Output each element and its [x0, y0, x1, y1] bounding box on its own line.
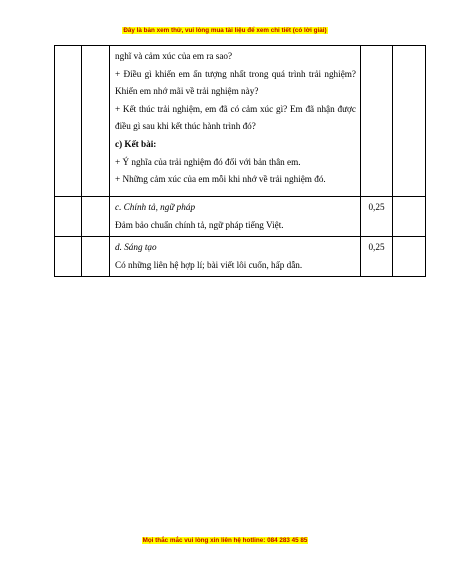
table-row — [55, 197, 426, 237]
criterion-text: Có những liên hệ hợp lí; bài viết lôi cuốn, hấp dẫn. — [115, 259, 303, 270]
score-value: 0,25 — [368, 242, 385, 253]
grading-table — [54, 45, 426, 277]
empty-cell — [55, 237, 82, 277]
body-line: + Ý nghĩa của trải nghiệm đó đối với bản thân em. — [115, 156, 301, 167]
preview-banner — [0, 27, 450, 34]
hotline-banner — [0, 537, 450, 544]
section-heading: c) Kết bài: — [115, 138, 157, 149]
empty-cell — [82, 46, 110, 197]
score-cell — [361, 197, 393, 237]
empty-cell — [393, 237, 426, 277]
empty-cell — [393, 197, 426, 237]
criterion-title: c. Chính tả, ngữ pháp — [115, 202, 196, 212]
criterion-text: Đảm bảo chuẩn chính tả, ngữ pháp tiếng Việt. — [115, 219, 284, 230]
empty-cell — [55, 46, 82, 197]
body-line: nghĩ và cảm xúc của em ra sao? — [115, 51, 233, 61]
preview-banner-text: Đây là bản xem thử, vui lòng mua tài liệu để xem chi tiết (có lời giải) — [123, 27, 327, 34]
table-row — [55, 46, 426, 197]
content-cell — [110, 46, 361, 197]
empty-cell — [55, 197, 82, 237]
score-value: 0,25 — [368, 202, 385, 212]
table-row — [55, 237, 426, 277]
empty-cell — [393, 46, 426, 197]
body-line: + Những cảm xúc của em mỗi khi nhớ về trải nghiệm đó. — [115, 174, 326, 185]
empty-cell — [82, 237, 110, 277]
empty-cell — [82, 197, 110, 237]
content-cell — [110, 237, 361, 277]
hotline-banner-text: Mọi thắc mắc vui lòng xin liên hệ hotline: 084 283 45 85 — [142, 537, 308, 544]
criterion-title: d. Sáng tạo — [115, 242, 157, 253]
score-cell — [361, 237, 393, 277]
body-line: + Kết thúc trải nghiệm, em đã có cảm xúc gì? Em đã nhận được điều gì sau khi kết thúc hành trình đó? — [115, 103, 356, 132]
body-line: + Điều gì khiến em ấn tượng nhất trong quá trình trải nghiệm? Khiến em nhớ mãi về trải nghiệm này? — [115, 68, 356, 97]
score-cell — [361, 46, 393, 197]
content-cell — [110, 197, 361, 237]
